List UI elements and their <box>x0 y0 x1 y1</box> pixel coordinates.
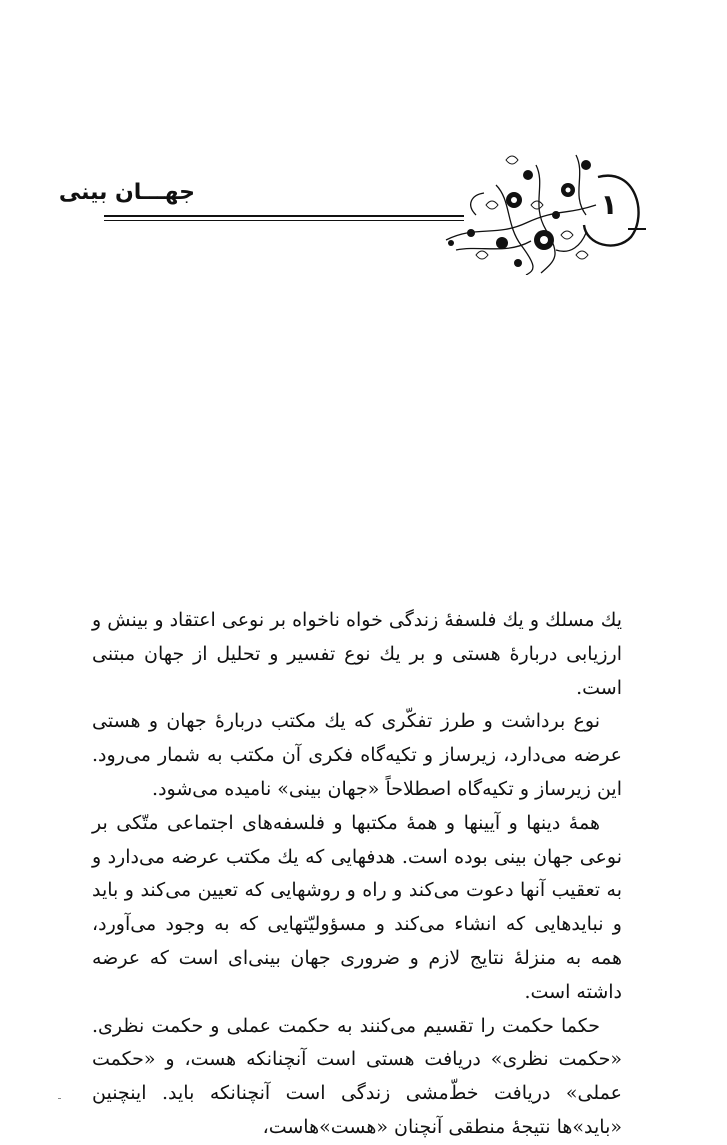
header-rule-top <box>104 215 464 217</box>
chapter-header <box>0 0 727 300</box>
paragraph: حكما حكمت را تقسیم می‌كنند به حكمت عملی و حكمت نظری. «حكمت نظری» دریافت هستی است آنچنانكه هست، و «حكمت عملی» دریافت خطّ‌مشی زندگی است آنچنانكه باید. اینچنین «باید»ها نتیجهٔ منطقی آنچنان «هست»هاست، <box>92 1014 622 1138</box>
paragraph: یك مسلك و یك فلسفهٔ زندگی خواه ناخواه بر نوعی اعتقاد و بینش و ارزیابی دربارهٔ هستی و بر یك نوع تفسیر و تحلیل از جهان مبتنی است. <box>92 609 622 699</box>
scan-mark <box>58 1098 61 1099</box>
header-rule-bottom <box>104 220 464 221</box>
paragraph: همهٔ دینها و آیینها و همهٔ مكتبها و فلسفه‌های اجتماعی متّكی بر نوعی جهان بینی بوده است. هدفهایی كه یك مكتب عرضه می‌دارد و به تعقیب آنها دعوت می‌كند و راه و روشهایی كه تعیین می‌كند و باید و نبایدهایی كه انشاء می‌كند و مسؤولیّتهایی كه به وجود می‌آورد، همه به منزلهٔ نتایج لازم و ضروری جهان بینی‌ای است كه عرضه داشته است. <box>92 811 622 1003</box>
paragraph: نوع برداشت و طرز تفكّری كه یك مكتب دربارهٔ جهان و هستی عرضه می‌دارد، زیرساز و تكیه‌گاه فكری آن مكتب به شمار می‌رود. این زیرساز و تكیه‌گاه اصطلاحاً «جهان بینی» نامیده می‌شود. <box>92 710 622 800</box>
chapter-number: ۱ <box>600 188 618 221</box>
chapter-body <box>92 604 622 1145</box>
chapter-title: جهـــان بینی <box>58 180 195 205</box>
